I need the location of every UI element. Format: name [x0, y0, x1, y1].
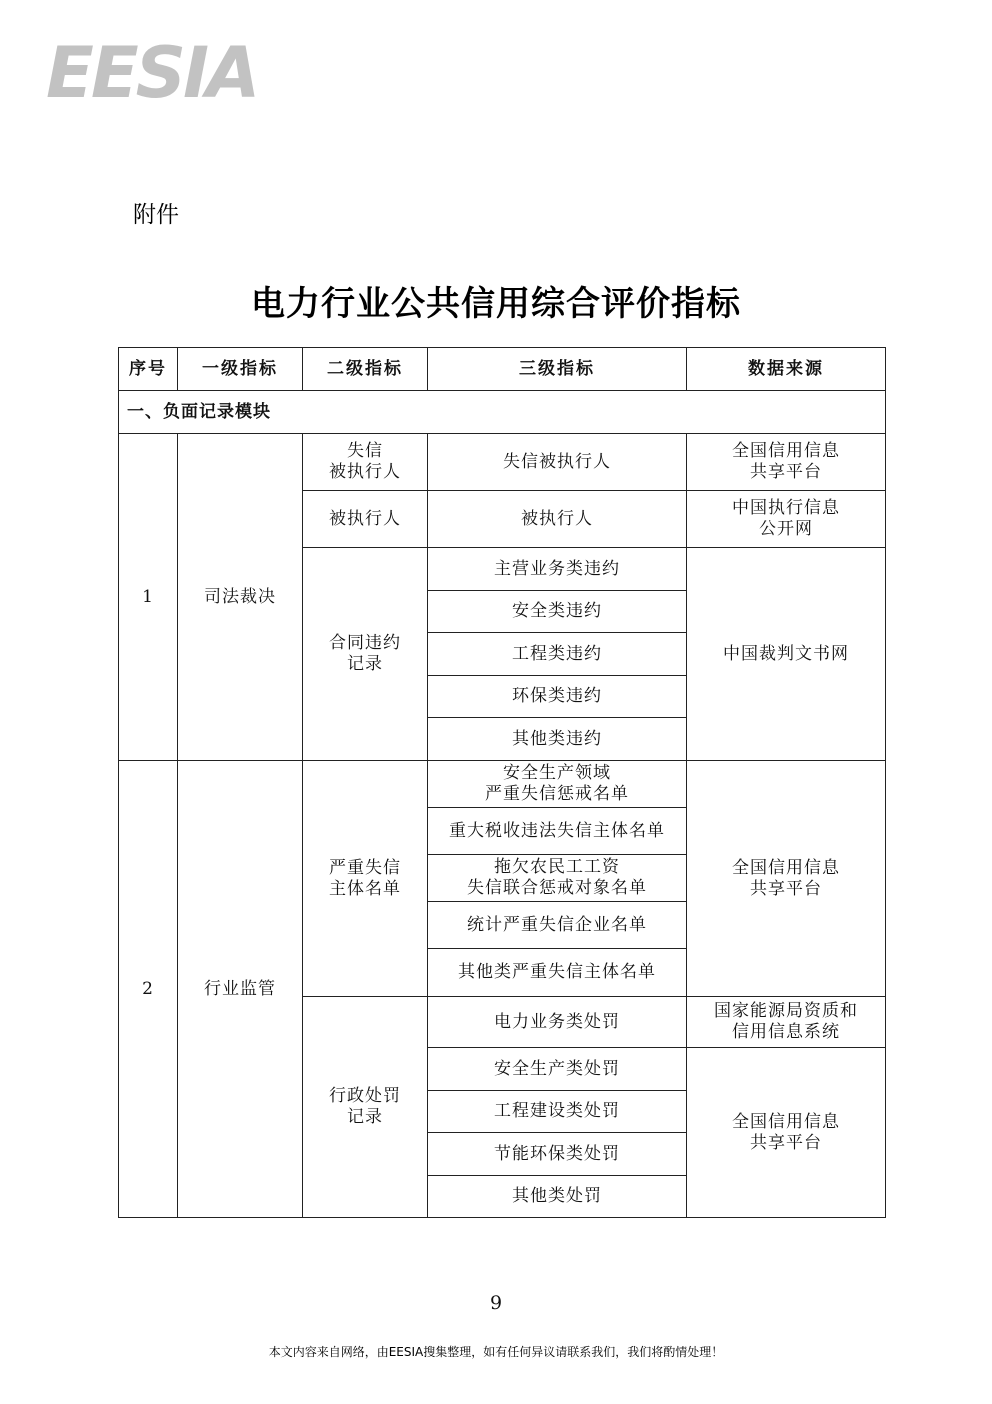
table-row — [119, 434, 886, 491]
level1-indicator: 行业监管 — [178, 761, 303, 1218]
row-number: 2 — [119, 761, 178, 1218]
header-cell: 数据来源 — [687, 348, 886, 391]
level3-indicator: 其他类违约 — [428, 718, 687, 761]
header-cell: 三级指标 — [428, 348, 687, 391]
level3-indicator: 拖欠农民工工资 失信联合惩戒对象名单 — [428, 855, 687, 902]
level2-indicator: 失信 被执行人 — [303, 434, 428, 491]
data-source: 全国信用信息 共享平台 — [687, 1048, 886, 1218]
level3-indicator: 环保类违约 — [428, 676, 687, 718]
level3-indicator: 统计严重失信企业名单 — [428, 902, 687, 949]
section-title: 一、负面记录模块 — [119, 391, 886, 434]
level3-indicator: 工程类违约 — [428, 633, 687, 676]
attachment-label: 附件 — [133, 202, 179, 228]
level1-indicator: 司法裁决 — [178, 434, 303, 761]
header-cell: 一级指标 — [178, 348, 303, 391]
page-number: 9 — [489, 1292, 503, 1314]
section-row — [119, 391, 886, 434]
footer-notice: 本文内容来自网络，由EESIA搜集整理，如有任何异议请联系我们，我们将酌情处理！ — [268, 1345, 724, 1359]
level3-indicator: 主营业务类违约 — [428, 548, 687, 591]
level2-indicator: 被执行人 — [303, 491, 428, 548]
level3-indicator: 安全生产领域 严重失信惩戒名单 — [428, 761, 687, 808]
table-header-row — [119, 348, 886, 391]
level3-indicator: 其他类严重失信主体名单 — [428, 949, 687, 997]
level3-indicator: 安全类违约 — [428, 591, 687, 633]
data-source: 国家能源局资质和 信用信息系统 — [687, 997, 886, 1048]
level3-indicator: 重大税收违法失信主体名单 — [428, 808, 687, 855]
level3-indicator: 安全生产类处罚 — [428, 1048, 687, 1091]
level3-indicator: 其他类处罚 — [428, 1176, 687, 1218]
level2-indicator: 严重失信 主体名单 — [303, 761, 428, 997]
data-source: 全国信用信息 共享平台 — [687, 761, 886, 997]
header-cell: 序号 — [119, 348, 178, 391]
level3-indicator: 节能环保类处罚 — [428, 1133, 687, 1176]
eesia-logo: EESIA — [46, 32, 258, 114]
level2-indicator: 行政处罚 记录 — [303, 997, 428, 1218]
level3-indicator: 电力业务类处罚 — [428, 997, 687, 1048]
indicator-table — [118, 347, 886, 1218]
level3-indicator: 被执行人 — [428, 491, 687, 548]
document-title: 电力行业公共信用综合评价指标 — [251, 284, 741, 324]
data-source: 中国裁判文书网 — [687, 548, 886, 761]
data-source: 中国执行信息 公开网 — [687, 491, 886, 548]
level3-indicator: 工程建设类处罚 — [428, 1091, 687, 1133]
level3-indicator: 失信被执行人 — [428, 434, 687, 491]
header-cell: 二级指标 — [303, 348, 428, 391]
table-row — [119, 761, 886, 808]
data-source: 全国信用信息 共享平台 — [687, 434, 886, 491]
row-number: 1 — [119, 434, 178, 761]
level2-indicator: 合同违约 记录 — [303, 548, 428, 761]
